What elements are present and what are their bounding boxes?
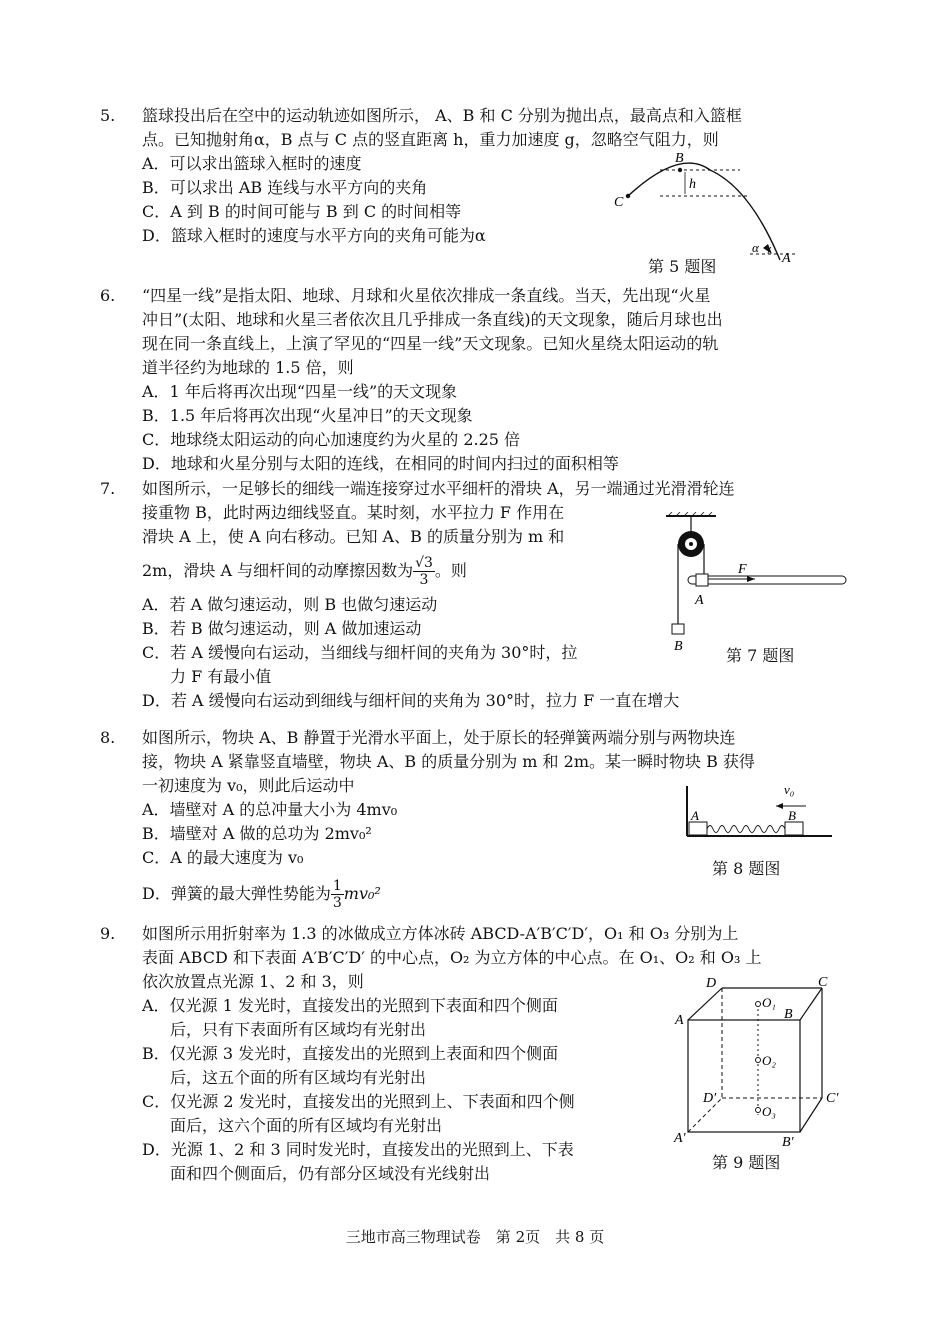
option-line: B．仅光源 3 发光时，直接发出的光照到上表面和四个侧面 [142, 1044, 559, 1063]
label-o3: O₃ [762, 1104, 776, 1119]
label-a: A [691, 808, 699, 823]
figure-9-caption: 第 9 题图 [712, 1153, 781, 1172]
option-d: D．若 A 缓慢向右运动到细线与细杆间的夹角为 30°时，拉力 F 一直在增大 [142, 691, 680, 710]
option-c-cont: 力 F 有最小值 [170, 667, 272, 686]
option-a: A．墙壁对 A 的总冲量大小为 4mv₀ [142, 800, 398, 819]
question-stem: 依次放置点光源 1、2 和 3，则 [142, 972, 364, 991]
option-b: B．若 B 做匀速运动，则 A 做加速运动 [142, 619, 422, 638]
option-d: D．篮球入框时的速度与水平方向的夹角可能为α [142, 226, 486, 245]
option-text: D．弹簧的最大弹性势能为 [142, 884, 331, 903]
question-number: 6. [100, 286, 116, 305]
fraction-one-third [331, 878, 344, 911]
label-f: F [738, 562, 747, 577]
label-d: D [706, 976, 717, 991]
question-stem: 冲日”(太阳、地球和火星三者依次且几乎排成一条直线)的天文现象，随后月球也出 [142, 310, 723, 329]
option-text: mv₀² [343, 884, 381, 903]
question-stem: 现在同一条直线上，上演了罕见的“四星一线”天文现象。已知火星绕太阳运动的轨 [142, 334, 719, 353]
fraction-denominator: 3 [332, 894, 342, 911]
fraction-numerator: 1 [332, 877, 342, 894]
question-stem: 如图所示，一足够长的细线一端连接穿过水平细杆的滑块 A，另一端通过光滑滑轮连 [142, 479, 735, 498]
label-b: B [788, 808, 796, 823]
option-line: C．仅光源 2 发光时，直接发出的光照到上、下表面和四个侧 [142, 1092, 575, 1111]
question-stem: 接重物 B，此时两边细线竖直。某时刻，水平拉力 F 作用在 [142, 503, 565, 522]
figure-7-pulley [660, 512, 860, 657]
figure-7-caption: 第 7 题图 [726, 646, 795, 665]
figure-5-trajectory [600, 148, 800, 268]
label-c: C [614, 195, 624, 210]
label-h: h [689, 177, 696, 192]
label-b-prime: B′ [782, 1135, 794, 1150]
label-a: A [782, 251, 791, 266]
option-c: C．A 的最大速度为 v₀ [142, 848, 304, 867]
option-line: 后，这五个面的所有区域均有光射出 [170, 1068, 427, 1087]
question-stem: 篮球投出后在空中的运动轨迹如图所示， A、B 和 C 分别为抛出点，最高点和入篮框 [142, 106, 742, 125]
label-a: A [675, 1013, 684, 1028]
question-stem: 一初速度为 v₀，则此后运动中 [142, 776, 355, 795]
stem-text: 。则 [434, 561, 467, 580]
option-line: 面后，这六个面的所有区域均有光射出 [170, 1116, 443, 1135]
option-c: C．A 到 B 的时间可能与 B 到 C 的时间相等 [142, 202, 462, 221]
question-stem: “四星一线”是指太阳、地球、月球和火星依次排成一条直线。当天，先出现“火星 [142, 286, 711, 305]
option-a: A．若 A 做匀速运动，则 B 也做匀速运动 [142, 595, 438, 614]
question-number: 9. [100, 924, 116, 943]
stem-text: 2m，滑块 A 与细杆间的动摩擦因数为 [142, 561, 414, 580]
option-b: B．墙壁对 A 做的总功为 2mv₀² [142, 824, 372, 843]
label-o2: O₂ [762, 1053, 776, 1068]
label-c: C [818, 975, 828, 990]
figure-8-spring [680, 780, 840, 842]
label-alpha: α [752, 240, 759, 255]
question-stem: 道半径约为地球的 1.5 倍，则 [142, 358, 354, 377]
page-footer: 三地市高三物理试卷 第 2页 共 8 页 [345, 1228, 605, 1246]
question-stem: 点。已知抛射角α，B 点与 C 点的竖直距离 h，重力加速度 g，忽略空气阻力，则 [142, 130, 719, 149]
question-number: 5. [100, 106, 116, 125]
option-a: A．1 年后将再次出现“四星一线”的天文现象 [142, 382, 458, 401]
label-b: B [784, 1007, 793, 1022]
fraction-root3-over-3 [413, 555, 435, 588]
question-stem: 接，物块 A 紧靠竖直墙壁，物块 A、B 的质量分别为 m 和 2m。某一瞬时物块 B 获得 [142, 752, 755, 771]
option-line: 后，只有下表面所有区域均有光射出 [170, 1020, 427, 1039]
option-b: B．可以求出 AB 连线与水平方向的夹角 [142, 178, 428, 197]
option-line: D．光源 1、2 和 3 同时发光时，直接发出的光照到上、下表 [142, 1140, 574, 1159]
label-b: B [675, 151, 684, 166]
label-d-prime: D′ [703, 1091, 717, 1106]
label-a: A [695, 593, 704, 608]
question-stem: 表面 ABCD 和下表面 A′B′C′D′ 的中心点，O₂ 为立方体的中心点。在 O₁、O₂ 和 O₃ 上 [142, 948, 762, 967]
label-a-prime: A′ [674, 1131, 686, 1146]
option-c: C．若 A 缓慢向右运动，当细线与细杆间的夹角为 30°时，拉 [142, 643, 578, 662]
label-c-prime: C′ [826, 1091, 839, 1106]
question-6 [100, 284, 850, 476]
label-v0: v₀ [784, 782, 795, 797]
option-d: D．地球和火星分别与太阳的连线，在相同的时间内扫过的面积相等 [142, 454, 619, 473]
figure-5-caption: 第 5 题图 [648, 257, 717, 276]
figure-9-cube [670, 970, 850, 1150]
label-b: B [674, 639, 683, 654]
option-line: 面和四个侧面后，仍有部分区域没有光线射出 [170, 1164, 491, 1183]
question-stem: 滑块 A 上，使 A 向右移动。已知 A、B 的质量分别为 m 和 [142, 527, 565, 546]
figure-8-caption: 第 8 题图 [712, 859, 781, 878]
option-line: A．仅光源 1 发光时，直接发出的光照到下表面和四个侧面 [142, 996, 558, 1015]
question-number: 7. [100, 479, 116, 498]
fraction-denominator: 3 [419, 571, 429, 588]
question-stem: 如图所示，物块 A、B 静置于光滑水平面上，处于原长的轻弹簧两端分别与两物块连 [142, 728, 736, 747]
label-o1: O₁ [762, 995, 776, 1010]
question-stem: 如图所示用折射率为 1.3 的冰做成立方体冰砖 ABCD-A′B′C′D′，O₁ 和 O₃ 分别为上 [142, 924, 739, 943]
fraction-numerator: √3 [415, 554, 433, 571]
question-number: 8. [100, 728, 116, 747]
option-a: A．可以求出篮球入框时的速度 [142, 154, 362, 173]
option-b: B．1.5 年后将再次出现“火星冲日”的天文现象 [142, 406, 473, 425]
option-c: C．地球绕太阳运动的向心加速度约为火星的 2.25 倍 [142, 430, 521, 449]
